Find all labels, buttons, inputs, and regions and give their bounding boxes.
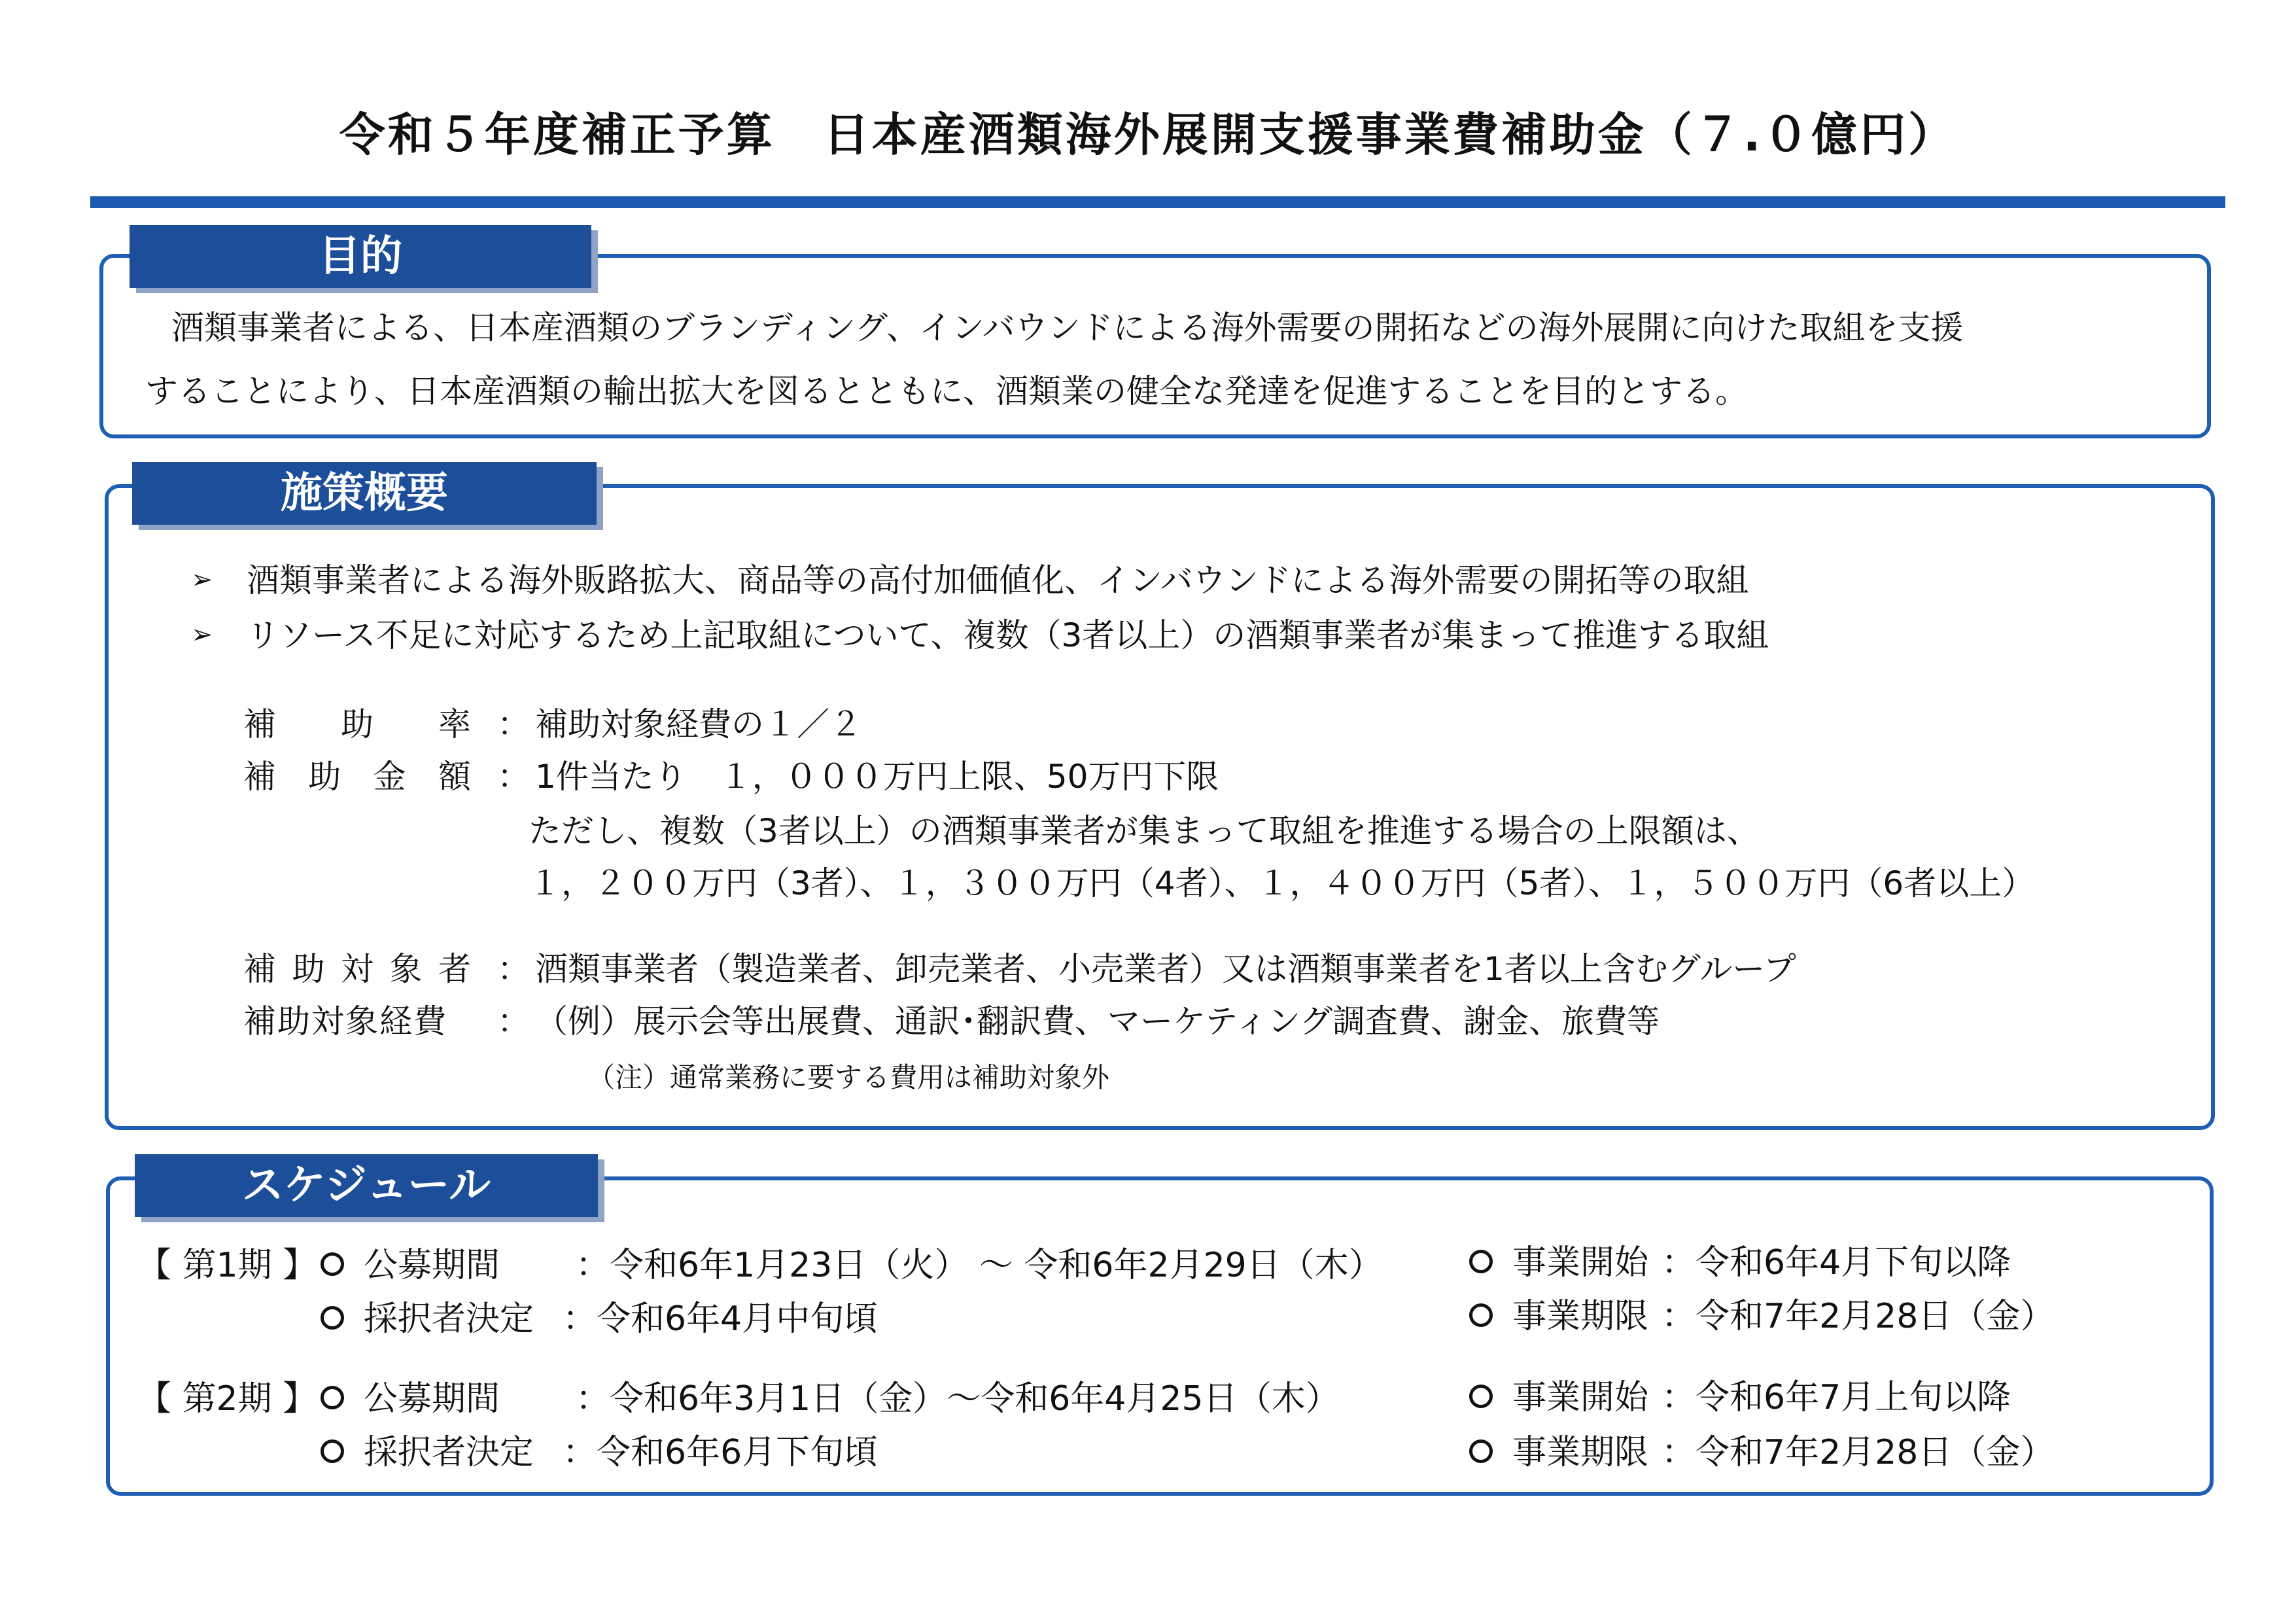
period-1-select-value: ：令和6年4月中旬頃 bbox=[563, 1299, 878, 1339]
target-label: 補 助 対 象 者 bbox=[243, 950, 472, 988]
period-2-recruit-value: ：令和6年3月1日（金）～令和6年4月25日（木） bbox=[576, 1379, 1340, 1419]
circle-icon bbox=[1469, 1250, 1493, 1273]
circle-icon bbox=[1469, 1385, 1493, 1408]
period-1-select-label: 採択者決定 bbox=[364, 1299, 534, 1339]
circle-icon bbox=[321, 1439, 344, 1463]
arrow-bullet-icon: ➢ bbox=[191, 620, 213, 650]
purpose-heading: 目的 bbox=[319, 232, 402, 281]
circle-icon bbox=[321, 1386, 344, 1409]
period-2-start-value: ：令和6年7月上旬以降 bbox=[1661, 1378, 2011, 1417]
circle-icon bbox=[1469, 1303, 1493, 1327]
colon: ： bbox=[497, 1002, 530, 1040]
period-2-start-label: 事業開始 bbox=[1512, 1378, 1649, 1417]
circle-icon bbox=[1469, 1439, 1493, 1463]
period-2-select-label: 採択者決定 bbox=[364, 1433, 534, 1472]
overview-heading: 施策概要 bbox=[281, 469, 448, 518]
colon: ： bbox=[497, 758, 530, 796]
amount-label: 補 助 金 額 bbox=[243, 758, 472, 796]
period-2-end-value: ：令和7年2月28日（金） bbox=[1661, 1433, 2055, 1472]
target-value: 酒類事業者（製造業者、卸売業者、小売業者）又は酒類事業者を1者以上含むグループ bbox=[535, 950, 1796, 988]
purpose-line-2: することにより、日本産酒類の輸出拡大を図るとともに、酒類業の健全な発達を促進することを目的とする。 bbox=[145, 372, 1748, 410]
period-2-select-value: ：令和6年6月下旬頃 bbox=[563, 1433, 878, 1472]
purpose-line-1: 酒類事業者による、日本産酒類のブランディング、インバウンドによる海外需要の開拓などの海外展開に向けた取組を支援 bbox=[171, 309, 1964, 347]
schedule-heading: スケジュール bbox=[241, 1161, 491, 1210]
period-1-recruit-value: ：令和6年1月23日（火） ～ 令和6年2月29日（木） bbox=[576, 1246, 1383, 1285]
amount-value-2: ただし、複数（3者以上）の酒類事業者が集まって取組を推進する場合の上限額は、 bbox=[529, 812, 1760, 850]
period-2-end-label: 事業期限 bbox=[1512, 1433, 1649, 1472]
rate-value: 補助対象経費の１／２ bbox=[535, 705, 862, 743]
period-1-end-label: 事業期限 bbox=[1512, 1297, 1649, 1336]
colon: ： bbox=[497, 705, 530, 743]
bullet-text: リソース不足に対応するため上記取組について、複数（3者以上）の酒類事業者が集まって推進する取組 bbox=[247, 616, 1769, 654]
amount-value-3: １，２００万円（3者）、１，３００万円（4者）、１，４００万円（5者）、１，５００万円（6者以上） bbox=[529, 864, 2035, 902]
expense-value: （例）展示会等出展費、通訳･翻訳費、マーケティング調査費、謝金、旅費等 bbox=[535, 1002, 1660, 1040]
period-2-recruit-label: 公募期間 bbox=[364, 1379, 500, 1419]
circle-icon bbox=[321, 1252, 344, 1276]
colon: ： bbox=[497, 950, 530, 988]
schedule-heading-tab bbox=[135, 1154, 598, 1217]
expense-label: 補助対象経費 bbox=[243, 1002, 447, 1040]
bullet-text: 酒類事業者による海外販路拡大、商品等の高付加価値化、インバウンドによる海外需要の開拓等の取組 bbox=[247, 561, 1749, 599]
period-1-end-value: ：令和7年2月28日（金） bbox=[1661, 1297, 2055, 1336]
title-rule bbox=[90, 196, 2225, 208]
overview-heading-tab bbox=[132, 462, 597, 525]
rate-label: 補 助 率 bbox=[243, 705, 472, 743]
arrow-bullet-icon: ➢ bbox=[191, 565, 213, 595]
period-1-recruit-label: 公募期間 bbox=[364, 1246, 500, 1285]
page-title: 令和５年度補正予算 日本産酒類海外展開支援事業費補助金（７.０億円） bbox=[339, 108, 1957, 162]
circle-icon bbox=[321, 1306, 344, 1330]
expense-note: （注）通常業務に要する費用は補助対象外 bbox=[587, 1061, 1110, 1093]
purpose-heading-tab bbox=[130, 225, 591, 288]
period-1-start-value: ：令和6年4月下旬以降 bbox=[1661, 1243, 2011, 1282]
period-1-label: 【 第1期 】 bbox=[137, 1246, 317, 1285]
period-1-start-label: 事業開始 bbox=[1512, 1243, 1649, 1282]
amount-value-1: 1件当たり １，０００万円上限、50万円下限 bbox=[535, 758, 1219, 796]
period-2-label: 【 第2期 】 bbox=[137, 1379, 317, 1419]
